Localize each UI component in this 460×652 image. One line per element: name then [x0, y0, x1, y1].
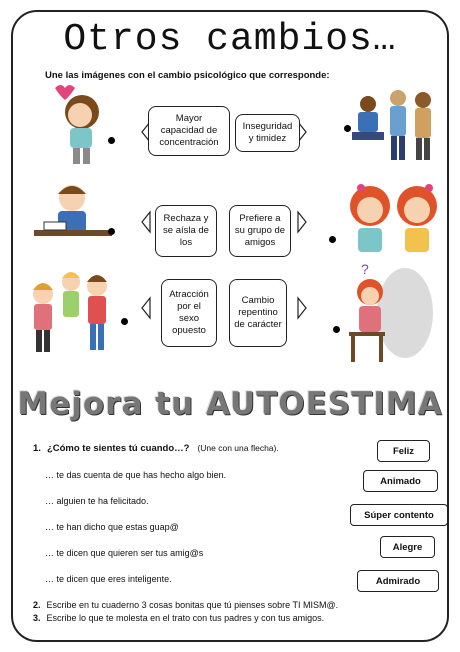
match-dot-right-1[interactable]	[344, 125, 351, 132]
girl-in-love-illustration	[30, 82, 115, 167]
situation-item: … te das cuenta de que has hecho algo bien.	[45, 470, 227, 480]
redhead-girls-illustration	[345, 178, 445, 258]
change-box-isolation: Rechaza y se aísla de los	[155, 205, 217, 257]
change-box-concentration: Mayor capacidad de concentración	[148, 106, 230, 156]
self-esteem-banner: Mejora tu AUTOESTIMA	[17, 386, 443, 422]
change-box-attraction: Atracción por el sexo opuesto	[161, 279, 217, 347]
feeling-box-admirado[interactable]: Admirado	[357, 570, 439, 592]
group-of-friends-illustration	[348, 84, 443, 169]
change-box-insecurity: Inseguridad y timidez	[235, 114, 300, 152]
change-box-friends: Prefiere a su grupo de amigos	[229, 205, 291, 257]
match-dot-left-3[interactable]	[121, 318, 128, 325]
situation-item: … te dicen que quieren ser tus amig@s	[45, 548, 204, 558]
match-dot-left-1[interactable]	[108, 137, 115, 144]
situation-item: … te han dicho que estas guap@	[45, 522, 179, 532]
question-2: 2. Escribe en tu cuaderno 3 cosas bonitas que tú pienses sobre TI MISM@.	[33, 600, 339, 610]
change-box-mood: Cambio repentino de carácter	[229, 279, 287, 347]
question-1: 1. ¿Cómo te sientes tú cuando…? (Une con una flecha).	[33, 443, 279, 454]
svg-text:?: ?	[361, 261, 369, 277]
page-title: Otros cambios…	[63, 18, 397, 61]
question-3: 3. Escribe lo que te molesta en el trato con tus padres y con tus amigos.	[33, 613, 325, 623]
teens-attraction-illustration	[25, 264, 115, 359]
instruction-text: Une las imágenes con el cambio psicológico que corresponde:	[45, 70, 330, 81]
feeling-box-feliz[interactable]: Feliz	[377, 440, 430, 462]
match-dot-left-2[interactable]	[108, 228, 115, 235]
girl-mood-swing-illustration	[335, 258, 440, 368]
situation-item: … alguien te ha felicitado.	[45, 496, 149, 506]
boy-studying-illustration	[30, 178, 115, 253]
feeling-box-alegre[interactable]: Alegre	[380, 536, 435, 558]
feeling-box-animado[interactable]: Animado	[363, 470, 438, 492]
situation-item: … te dicen que eres inteligente.	[45, 574, 172, 584]
match-dot-right-3[interactable]	[333, 326, 340, 333]
match-dot-right-2[interactable]	[329, 236, 336, 243]
feeling-box-super-contento[interactable]: Súper contento	[350, 504, 448, 526]
